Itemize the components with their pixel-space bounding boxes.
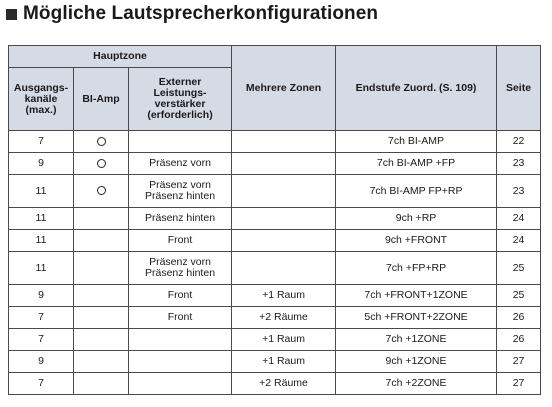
cell-externer-verstaerker <box>129 131 232 153</box>
speaker-configuration-table <box>8 45 541 395</box>
cell-bi-amp <box>74 175 129 208</box>
cell-bi-amp <box>74 230 129 252</box>
cell-endstufe: 9ch +FRONT <box>336 230 497 252</box>
header-endstufe: Endstufe Zuord. (S. 109) <box>336 46 497 131</box>
cell-ausgangskanaele: 11 <box>9 252 74 285</box>
table-row <box>9 131 541 153</box>
cell-mehrere-zonen: +1 Raum <box>232 285 336 307</box>
cell-mehrere-zonen: +1 Raum <box>232 329 336 351</box>
header-bi-amp: BI-Amp <box>74 68 129 131</box>
table-row <box>9 208 541 230</box>
cell-bi-amp <box>74 131 129 153</box>
cell-bi-amp <box>74 329 129 351</box>
table-row <box>9 153 541 175</box>
cell-externer-verstaerker <box>129 351 232 373</box>
header-ausgangskanaele-line: Ausgangs- <box>13 81 69 94</box>
cell-endstufe: 7ch +2ZONE <box>336 373 497 395</box>
page-title-row <box>6 3 378 25</box>
table-row <box>9 307 541 329</box>
bi-amp-circle-icon <box>97 186 106 195</box>
cell-mehrere-zonen: +2 Räume <box>232 373 336 395</box>
cell-ausgangskanaele: 9 <box>9 153 74 175</box>
externer-verstaerker-label: Präsenz hinten <box>144 212 216 224</box>
cell-ausgangskanaele: 9 <box>9 351 74 373</box>
cell-endstufe: 9ch +RP <box>336 208 497 230</box>
bi-amp-circle-icon <box>97 137 106 146</box>
cell-bi-amp <box>74 351 129 373</box>
table-body <box>9 131 541 395</box>
cell-ausgangskanaele: 11 <box>9 230 74 252</box>
table-row <box>9 329 541 351</box>
cell-externer-verstaerker <box>129 252 232 285</box>
externer-verstaerker-label: Front <box>167 311 193 323</box>
cell-ausgangskanaele: 7 <box>9 329 74 351</box>
table-row <box>9 230 541 252</box>
square-bullet-icon <box>6 9 17 20</box>
cell-seite: 26 <box>497 329 541 351</box>
header-externer-line: verstärker <box>154 98 206 110</box>
cell-externer-verstaerker <box>129 230 232 252</box>
cell-endstufe: 7ch +1ZONE <box>336 329 497 351</box>
cell-endstufe: 5ch +FRONT+2ZONE <box>336 307 497 329</box>
table-row <box>9 373 541 395</box>
cell-seite: 26 <box>497 307 541 329</box>
externer-verstaerker-label: Präsenz hinten <box>144 190 216 202</box>
cell-endstufe: 7ch +FRONT+1ZONE <box>336 285 497 307</box>
externer-verstaerker-label: Front <box>167 289 193 301</box>
cell-mehrere-zonen <box>232 230 336 252</box>
table-row <box>9 175 541 208</box>
cell-endstufe: 7ch BI-AMP FP+RP <box>336 175 497 208</box>
cell-mehrere-zonen <box>232 131 336 153</box>
header-ausgangskanaele <box>9 68 74 131</box>
header-ausgangskanaele-line: kanäle <box>24 92 58 105</box>
cell-seite: 25 <box>497 285 541 307</box>
cell-seite: 24 <box>497 230 541 252</box>
externer-verstaerker-label: Präsenz vorn <box>149 256 211 268</box>
cell-bi-amp <box>74 208 129 230</box>
cell-ausgangskanaele: 7 <box>9 131 74 153</box>
cell-mehrere-zonen: +2 Räume <box>232 307 336 329</box>
cell-externer-verstaerker <box>129 175 232 208</box>
cell-externer-verstaerker <box>129 208 232 230</box>
cell-ausgangskanaele: 11 <box>9 175 74 208</box>
cell-bi-amp <box>74 373 129 395</box>
externer-verstaerker-label: Präsenz hinten <box>144 267 216 279</box>
cell-bi-amp <box>74 153 129 175</box>
cell-externer-verstaerker <box>129 373 232 395</box>
page-title: Mögliche Lautsprecherkonfigurationen <box>23 3 379 24</box>
header-seite: Seite <box>497 46 541 131</box>
header-row-top <box>9 46 541 68</box>
cell-seite: 23 <box>497 153 541 175</box>
cell-ausgangskanaele: 9 <box>9 285 74 307</box>
cell-bi-amp <box>74 307 129 329</box>
cell-ausgangskanaele: 7 <box>9 307 74 329</box>
header-externer-verstaerker <box>129 68 232 131</box>
cell-bi-amp <box>74 285 129 307</box>
cell-externer-verstaerker <box>129 329 232 351</box>
cell-ausgangskanaele: 7 <box>9 373 74 395</box>
cell-ausgangskanaele: 11 <box>9 208 74 230</box>
cell-mehrere-zonen <box>232 153 336 175</box>
table-row <box>9 351 541 373</box>
cell-bi-amp <box>74 252 129 285</box>
header-externer-line: Externer <box>158 76 202 88</box>
cell-endstufe: 7ch BI-AMP <box>336 131 497 153</box>
externer-verstaerker-label: Front <box>167 234 193 246</box>
cell-seite: 22 <box>497 131 541 153</box>
cell-mehrere-zonen: +1 Raum <box>232 351 336 373</box>
cell-endstufe: 7ch BI-AMP +FP <box>336 153 497 175</box>
table-row <box>9 252 541 285</box>
cell-seite: 23 <box>497 175 541 208</box>
table-row <box>9 285 541 307</box>
cell-mehrere-zonen <box>232 252 336 285</box>
bi-amp-circle-icon <box>97 159 106 168</box>
cell-seite: 25 <box>497 252 541 285</box>
cell-seite: 27 <box>497 373 541 395</box>
cell-endstufe: 9ch +1ZONE <box>336 351 497 373</box>
header-mehrere-zonen: Mehrere Zonen <box>232 46 336 131</box>
cell-externer-verstaerker <box>129 153 232 175</box>
header-externer-line: Leistungs- <box>153 87 207 99</box>
cell-externer-verstaerker <box>129 285 232 307</box>
cell-mehrere-zonen <box>232 208 336 230</box>
cell-endstufe: 7ch +FP+RP <box>336 252 497 285</box>
header-hauptzone: Hauptzone <box>9 46 232 68</box>
externer-verstaerker-label: Präsenz vorn <box>149 179 211 191</box>
cell-seite: 27 <box>497 351 541 373</box>
cell-mehrere-zonen <box>232 175 336 208</box>
cell-externer-verstaerker <box>129 307 232 329</box>
header-externer-line: (erforderlich) <box>147 109 213 121</box>
header-ausgangskanaele-line: (max.) <box>25 103 57 116</box>
cell-seite: 24 <box>497 208 541 230</box>
externer-verstaerker-label: Präsenz vorn <box>149 157 211 169</box>
